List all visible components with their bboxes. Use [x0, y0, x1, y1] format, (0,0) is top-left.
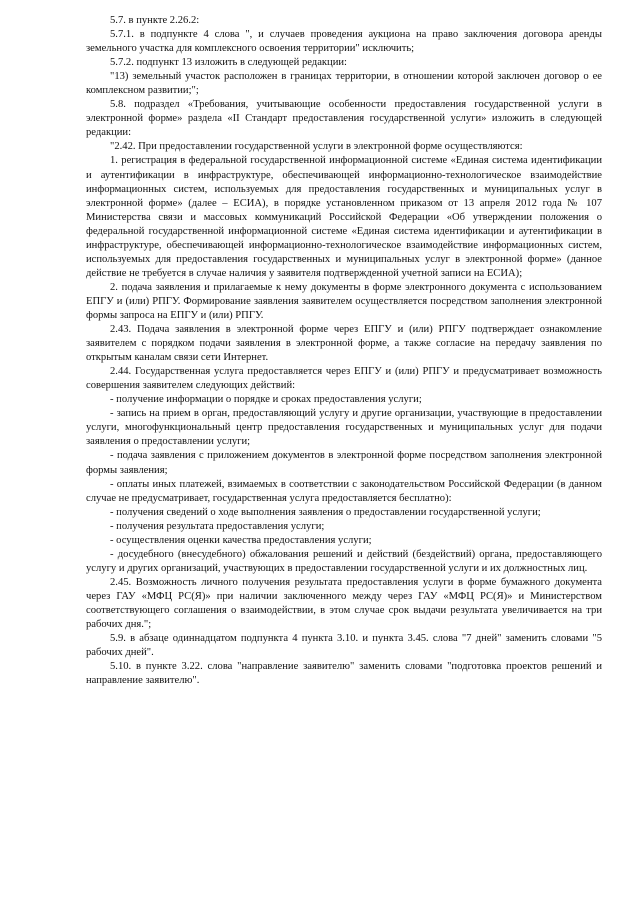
- paragraph-5-7-2: 5.7.2. подпункт 13 изложить в следующей редакции:: [110, 57, 347, 69]
- paragraph-5-8: 5.8. подраздел «Требования, учитывающие особенности предоставления государственной услуги в электронной форме» раздела «II Стандарт предоставления государственной услуги» изложить в следующей редакции:: [86, 99, 602, 139]
- list-item: - запись на прием в орган, предоставляющий услугу и другие организации, участвующие в предоставлении услуги, многофункциональный центр предоставления государственных и муниципальных услуг для подачи заявления о предоставлении услуги;: [86, 408, 602, 448]
- list-item: - получения результата предоставления услуги;: [110, 520, 325, 532]
- paragraph-2-42-item-2: 2. подача заявления и прилагаемые к нему документы в форме электронного документа с использованием ЕПГУ и (или) РПГУ. Формирование заявления заявителем осуществляется посредством заполнения электронной формы запроса на ЕПГУ и (или) РПГУ.: [86, 281, 602, 321]
- list-item: - получение информации о порядке и сроках предоставления услуги;: [110, 394, 422, 406]
- paragraph-2-43: 2.43. Подача заявления в электронной форме через ЕПГУ и (или) РПГУ подтверждает ознакомление заявителем с порядком подачи заявления в электронной форме, а также согласие на передачу заявления по открытым каналам связи сети Интернет.: [86, 324, 602, 364]
- paragraph-5-7-1: 5.7.1. в подпункте 4 слова ", и случаев проведения аукциона на право заключения договора аренды земельного участка для комплексного освоения территории" исключить;: [86, 29, 602, 55]
- paragraph-2-42: "2.42. При предоставлении государственной услуги в электронной форме осуществляются:: [110, 141, 523, 153]
- paragraph-2-44: 2.44. Государственная услуга предоставляется через ЕПГУ и (или) РПГУ и предусматривает возможность совершения заявителем следующих действий:: [86, 366, 602, 392]
- paragraph-5-7: 5.7. в пункте 2.26.2:: [110, 15, 200, 26]
- paragraph-2-42-item-1: 1. регистрация в федеральной государственной информационной системе «Единая система идентификации и аутентификации в инфраструктуре, обеспечивающей информационно-технологическое взаимодействие информационных систем, используемых для предоставления государственных и муниципальных услуг в электронной форме» (далее – ЕСИА), в порядке установленном приказом от 13 апреля 2012 года № 107 Министерства связи и массовых коммуникаций Российской Федерации «Об утверждении положения о федеральной государственной информационной системе «Единая система идентификации и аутентификации в инфраструктуре, обеспечивающей информационно-технологическое взаимодействие информационных систем, используемых для предоставления государственных и муниципальных услуг в электронной форме» (данное действие не требуется в случае наличия у заявителя подтвержденной учетной записи на ЕСИА);: [86, 155, 602, 279]
- list-item: - досудебного (внесудебного) обжалования решений и действий (бездействий) органа, предоставляющего услугу и других организаций, участвующих в предоставлении государственной услуги и их должностных лиц.: [86, 548, 602, 574]
- paragraph-5-9: 5.9. в абзаце одиннадцатом подпункта 4 пункта 3.10. и пункта 3.45. слова "7 дней" заменить словами "5 рабочих дней".: [86, 633, 602, 659]
- list-item: - подача заявления с приложением документов в электронной форме посредством заполнения электронной формы заявления;: [86, 450, 602, 476]
- document-page: [86, 14, 602, 688]
- list-item: - осуществления оценки качества предоставления услуги;: [110, 534, 372, 546]
- paragraph-subpoint-13: "13) земельный участок расположен в границах территории, в отношении которой заключен договор о ее комплексном развитии;";: [86, 71, 602, 97]
- list-item: - получения сведений о ходе выполнения заявления о предоставлении государственной услуги;: [110, 506, 541, 518]
- paragraph-5-10: 5.10. в пункте 3.22. слова "направление заявителю" заменить словами "подготовка проектов решений и направление заявителю".: [86, 661, 602, 687]
- list-item: - оплаты иных платежей, взимаемых в соответствии с законодательством Российской Федерации (в данном случае не предусматривает, государственная услуга предоставляется бесплатно):: [86, 478, 602, 504]
- paragraph-2-45: 2.45. Возможность личного получения результата предоставления услуги в форме бумажного документа через ГАУ «МФЦ РС(Я)» при наличии заключенного между через ГАУ «МФЦ РС(Я)» и Министерством соответствующего соглашения о взаимодействии, в этом случае срок выдачи результата увеличивается на три рабочих дня.";: [86, 576, 602, 631]
